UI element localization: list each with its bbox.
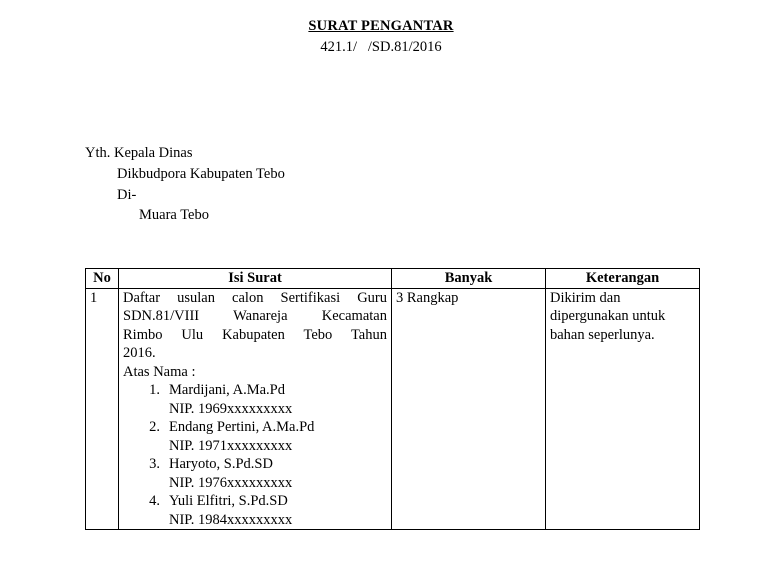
list-item xyxy=(123,437,387,456)
cell-keterangan xyxy=(546,288,700,530)
list-index: 1. xyxy=(149,382,160,398)
isi-line: Rimbo Ulu Kabupaten Tebo Tahun xyxy=(123,326,387,343)
keterangan-line: bahan seperlunya. xyxy=(550,326,655,343)
person-name: Haryoto, S.Pd.SD xyxy=(169,456,273,472)
recipient-line-2: Dikbudpora Kabupaten Tebo xyxy=(117,166,285,182)
list-item xyxy=(123,455,387,474)
list-item xyxy=(123,418,387,437)
list-index: 4. xyxy=(149,493,160,509)
header-isi-surat: Isi Surat xyxy=(119,269,392,289)
list-item xyxy=(123,511,387,530)
table-header-row xyxy=(86,269,700,289)
list-item xyxy=(123,474,387,493)
isi-line: Daftar usulan calon Sertifikasi Guru xyxy=(123,289,387,306)
cell-no: 1 xyxy=(86,288,119,530)
person-nip: NIP. 1984xxxxxxxxx xyxy=(169,511,293,528)
header-banyak: Banyak xyxy=(392,269,546,289)
cell-banyak: 3 Rangkap xyxy=(392,288,546,530)
keterangan-line: dipergunakan untuk xyxy=(550,308,666,324)
person-nip: NIP. 1976xxxxxxxxx xyxy=(169,474,293,491)
table-row xyxy=(86,288,700,530)
person-name: Yuli Elfitri, S.Pd.SD xyxy=(169,493,288,509)
person-name: Endang Pertini, A.Ma.Pd xyxy=(169,419,315,435)
isi-line: SDN.81/VIII Wanareja Kecamatan xyxy=(123,308,387,324)
list-index: 3. xyxy=(149,456,160,472)
recipient-line-3: Di- xyxy=(117,187,137,203)
cell-isi-surat xyxy=(119,288,392,530)
atas-nama-label: Atas Nama : xyxy=(123,363,196,380)
recipient-line-4: Muara Tebo xyxy=(139,207,209,223)
list-item xyxy=(123,381,387,400)
list-item xyxy=(123,492,387,511)
recipient-line-1: Yth. Kepala Dinas xyxy=(85,145,193,161)
names-list xyxy=(123,381,387,529)
header-no: No xyxy=(86,269,119,289)
letter-number: 421.1/ /SD.81/2016 xyxy=(320,39,442,55)
document-title: SURAT PENGANTAR xyxy=(308,18,454,34)
keterangan-line: Dikirim dan xyxy=(550,289,621,306)
person-nip: NIP. 1971xxxxxxxxx xyxy=(169,437,293,454)
isi-line: 2016. xyxy=(123,345,156,361)
person-name: Mardijani, A.Ma.Pd xyxy=(169,382,285,398)
list-index: 2. xyxy=(149,419,160,435)
header-keterangan: Keterangan xyxy=(546,269,700,289)
list-item xyxy=(123,400,387,419)
person-nip: NIP. 1969xxxxxxxxx xyxy=(169,400,293,417)
letter-table xyxy=(85,268,700,530)
